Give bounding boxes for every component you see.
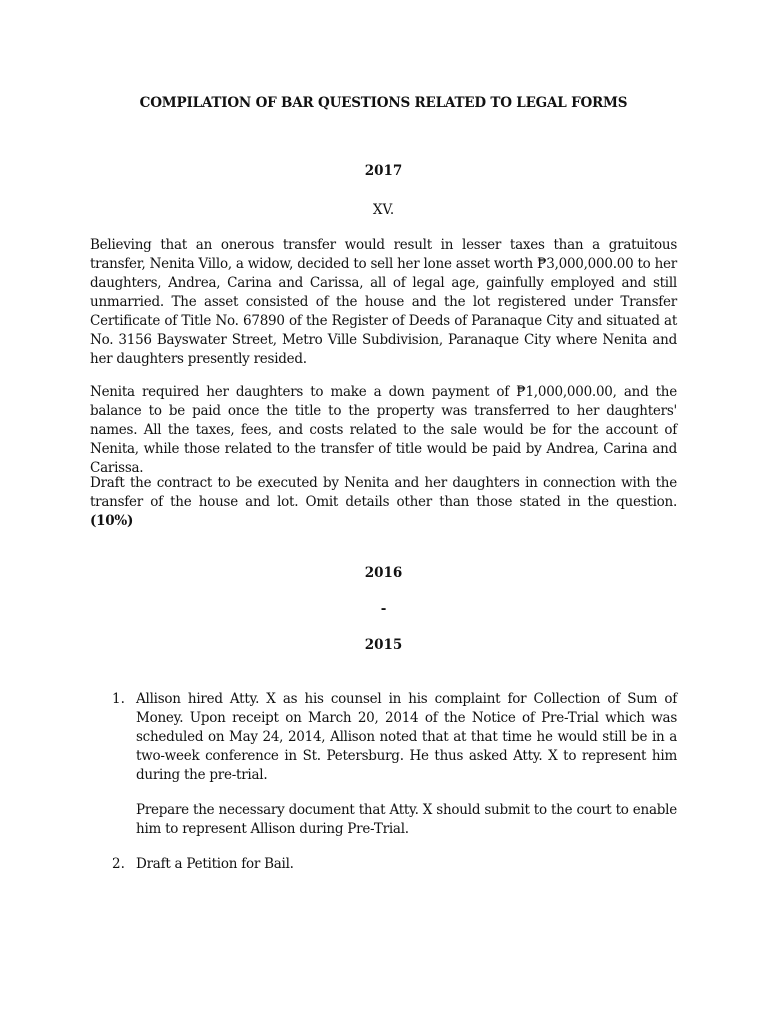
question-instruction: Draft the contract to be executed by Nenita and her daughters in connection with the transfer of the house and lot. Omit details other than those stated in the question. (90, 475, 677, 510)
year-heading-2016: 2016 (364, 565, 403, 581)
question-paragraph-2: Nenita required her daughters to make a down payment of ₱1,000,000.00, and the balance to be paid once the title to the property was transferred to her daughters' names. All the taxes, fees, and costs related to the sale would be for the account of Nenita, while those related to the transfer of title would be paid by Andrea, Carina and Carissa. (90, 384, 677, 476)
list-item-text: Draft a Petition for Bail. (136, 856, 294, 872)
list-item-number: 2. (112, 856, 125, 872)
question-number: XV. (372, 202, 395, 218)
section-2016-content: - (380, 601, 387, 617)
year-heading-2015: 2015 (364, 637, 403, 653)
list-item-text: Allison hired Atty. X as his counsel in his complaint for Collection of Sum of Money. Upon receipt on March 20, 2014 of the Notice of Pre-Trial which was scheduled on May 24, 2014, Allison noted that at that time he would still be in a two-week conference in St. Petersburg. He thus asked Atty. X to represent him during the pre-trial. (136, 691, 677, 783)
points-label: (10%) (90, 513, 134, 529)
questions-list-2015 (90, 690, 677, 874)
list-item (90, 855, 677, 874)
list-item-number: 1. (112, 691, 125, 707)
document-title: COMPILATION OF BAR QUESTIONS RELATED TO LEGAL FORMS (139, 95, 628, 111)
list-item (90, 690, 677, 839)
question-paragraph-3 (90, 474, 677, 531)
year-heading-2017: 2017 (364, 163, 403, 179)
question-paragraph-1: Believing that an onerous transfer would result in lesser taxes than a gratuitous transfer, Nenita Villo, a widow, decided to sell her lone asset worth ₱3,000,000.00 to her daughters, Andrea, Carina and Carissa, all of legal age, gainfully employed and still unmarried. The asset consisted of the house and the lot registered under Transfer Certificate of Title No. 67890 of the Register of Deeds of Paranaque City and situated at No. 3156 Bayswater Street, Metro Ville Subdivision, Paranaque City where Nenita and her daughters presently resided. (90, 237, 677, 367)
list-item-subtext: Prepare the necessary document that Atty. X should submit to the court to enable him to represent Allison during Pre-Trial. (136, 802, 677, 837)
